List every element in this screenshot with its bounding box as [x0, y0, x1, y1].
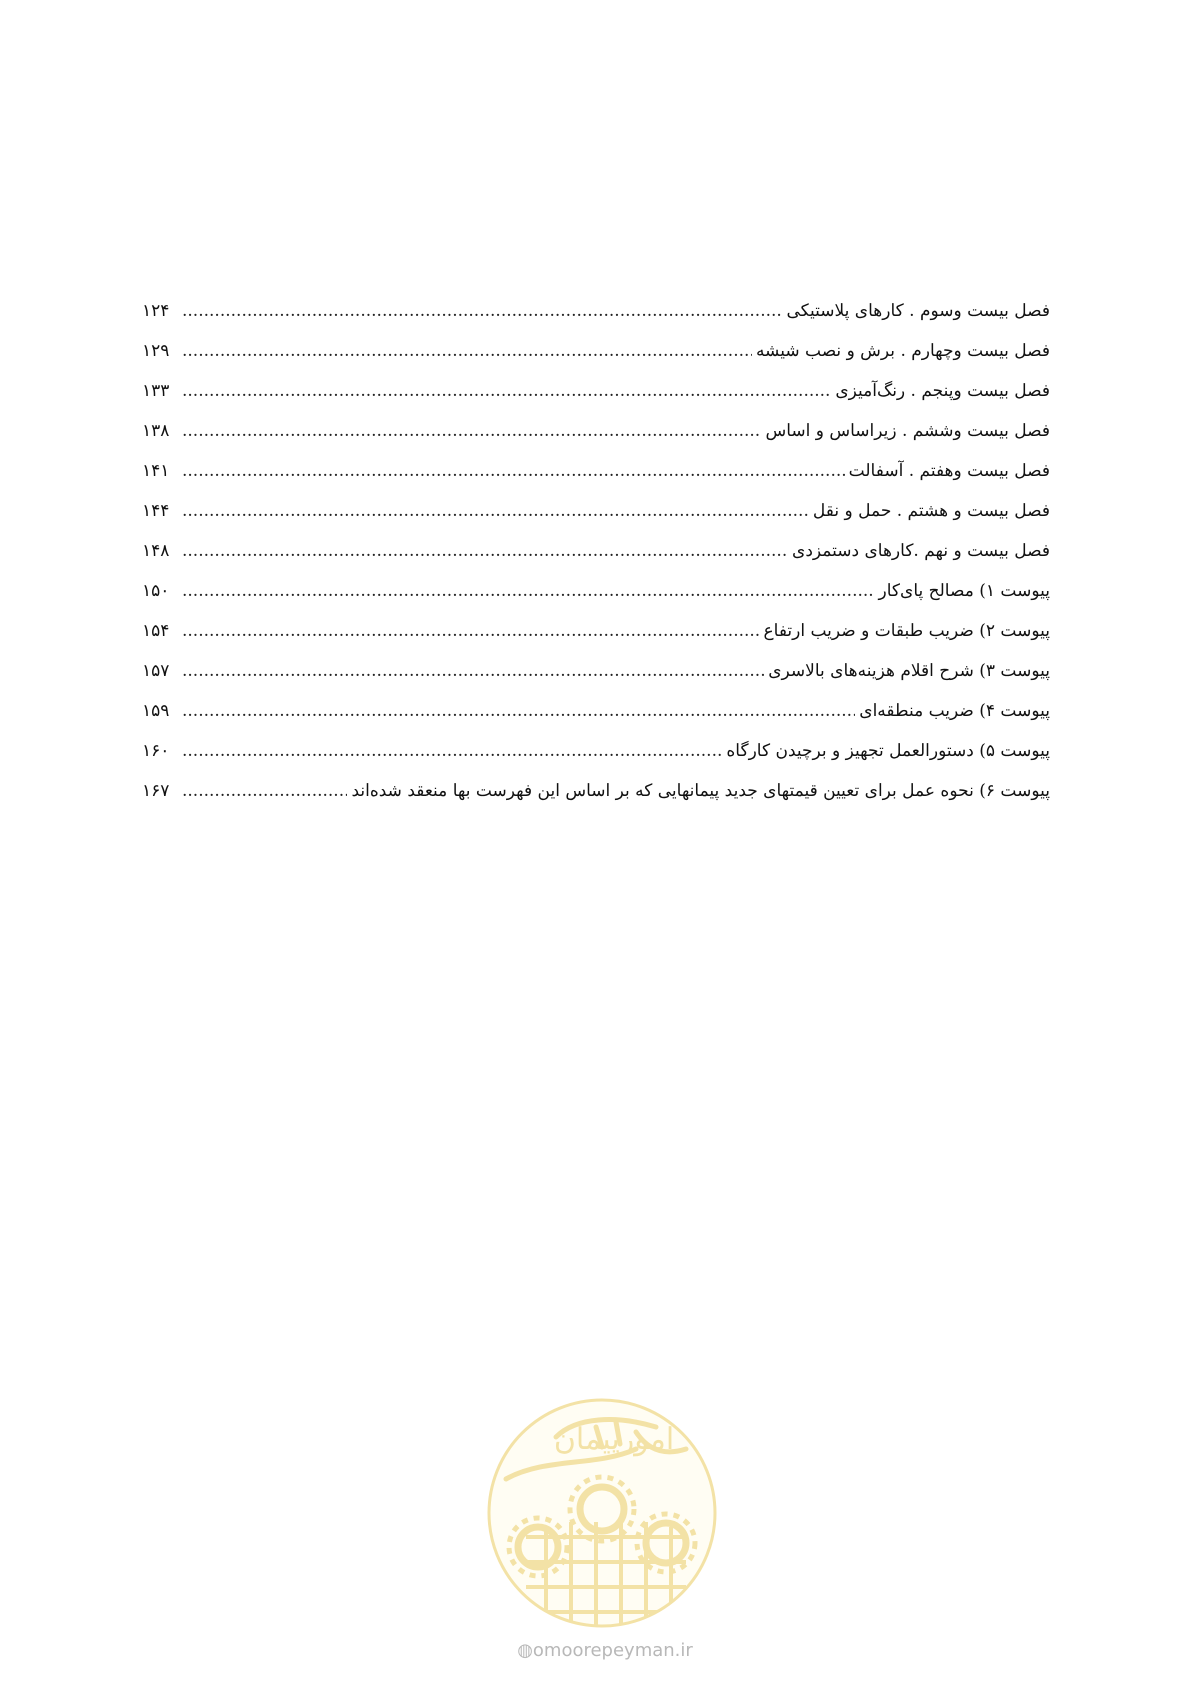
toc-entry-title: فصل بیست وهفتم . آسفالت — [848, 461, 1050, 481]
toc-entry[interactable] — [142, 522, 1050, 562]
toc-entry-title: فصل بیست وپنجم . رنگ‌آمیزی — [835, 381, 1050, 401]
toc-entry[interactable] — [142, 322, 1050, 362]
toc-entry[interactable] — [142, 442, 1050, 482]
toc-entry[interactable] — [142, 762, 1050, 802]
toc-leader-dots — [182, 500, 809, 522]
toc-entry-page: ۱۴۸ — [142, 541, 170, 561]
toc-entry-title: پیوست ۲) ضریب طبقات و ضریب ارتفاع — [763, 621, 1050, 641]
toc-entry-page: ۱۵۹ — [142, 701, 170, 721]
toc-leader-dots — [182, 580, 875, 602]
toc-entry[interactable] — [142, 402, 1050, 442]
toc-entry-page: ۱۳۸ — [142, 421, 170, 441]
toc-entry-page: ۱۵۷ — [142, 661, 170, 681]
toc-leader-dots — [182, 340, 752, 362]
toc-leader-dots — [182, 460, 845, 482]
toc-entry-page: ۱۴۴ — [142, 501, 170, 521]
toc-leader-dots — [182, 300, 782, 322]
globe-icon: ◍ — [517, 1640, 533, 1661]
toc-leader-dots — [182, 660, 764, 682]
toc-entry[interactable] — [142, 482, 1050, 522]
toc-entry[interactable] — [142, 722, 1050, 762]
toc-entry-title: پیوست ۵) دستورالعمل تجهیز و برچیدن کارگاه — [726, 741, 1050, 761]
toc-entry[interactable] — [142, 682, 1050, 722]
toc-leader-dots — [182, 740, 722, 762]
toc-entry-page: ۱۳۳ — [142, 381, 170, 401]
watermark-seal-logo — [486, 1397, 718, 1629]
toc-leader-dots — [182, 780, 347, 802]
toc-entry-title: پیوست ۱) مصالح پای‌کار — [878, 581, 1050, 601]
toc-entry-page: ۱۲۴ — [142, 301, 170, 321]
toc-entry[interactable] — [142, 642, 1050, 682]
toc-entry-title: فصل بیست وششم . زیراساس و اساس — [765, 421, 1050, 441]
toc-entry-title: پیوست ۳) شرح اقلام هزینه‌های بالاسری — [768, 661, 1050, 681]
toc-entry-title: پیوست ۶) نحوه عمل برای تعیین قیمتهای جدید پیمانهایی که بر اساس این فهرست بها منعقد شده‌اند — [351, 781, 1050, 801]
toc-leader-dots — [182, 540, 788, 562]
toc-leader-dots — [182, 620, 760, 642]
toc-entry[interactable] — [142, 562, 1050, 602]
toc-entry-title: پیوست ۴) ضریب منطقه‌ای — [859, 701, 1050, 721]
table-of-contents — [142, 282, 1050, 802]
toc-entry-page: ۱۵۰ — [142, 581, 170, 601]
toc-entry[interactable] — [142, 362, 1050, 402]
toc-entry-title: فصل بیست و نهم .کارهای دستمزدی — [792, 541, 1050, 561]
toc-entry[interactable] — [142, 282, 1050, 322]
toc-entry-page: ۱۶۰ — [142, 741, 170, 761]
toc-leader-dots — [182, 700, 855, 722]
toc-leader-dots — [182, 420, 761, 442]
toc-entry-title: فصل بیست وسوم . کارهای پلاستیکی — [786, 301, 1050, 321]
watermark-website: ◍omoorepeyman.ir — [517, 1640, 693, 1661]
toc-entry[interactable] — [142, 602, 1050, 642]
toc-leader-dots — [182, 380, 831, 402]
toc-entry-title: فصل بیست و هشتم . حمل و نقل — [812, 501, 1050, 521]
toc-entry-page: ۱۴۱ — [142, 461, 170, 481]
toc-entry-title: فصل بیست وچهارم . برش و نصب شیشه — [755, 341, 1050, 361]
svg-text:امورپیمان: امورپیمان — [553, 1422, 675, 1457]
toc-entry-page: ۱۲۹ — [142, 341, 170, 361]
toc-entry-page: ۱۵۴ — [142, 621, 170, 641]
toc-entry-page: ۱۶۷ — [142, 781, 170, 801]
